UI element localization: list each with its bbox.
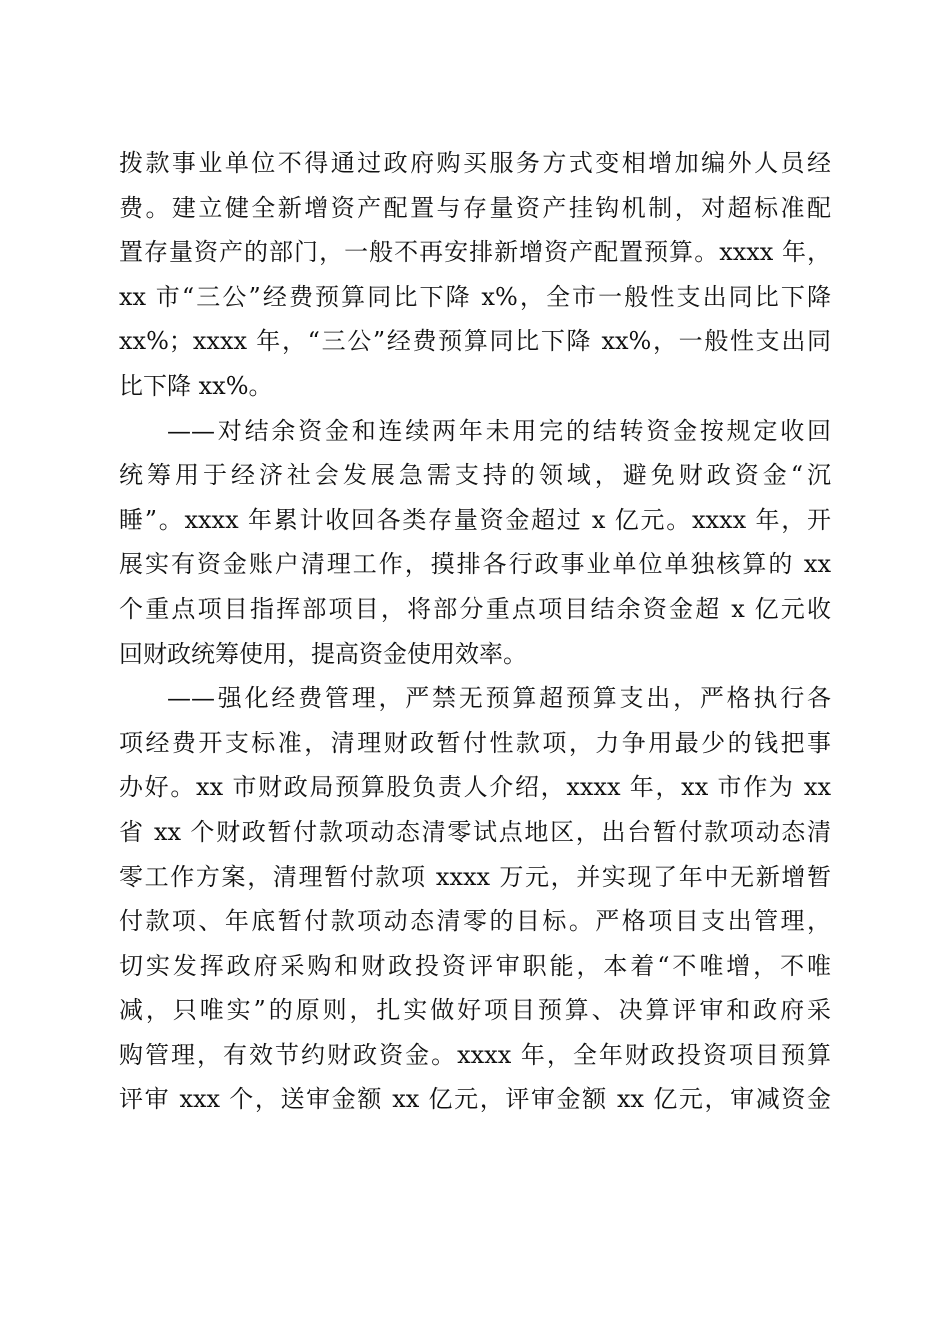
text-line: 个重点项目指挥部项目，将部分重点项目结余资金超 x 亿元收 [119,594,831,623]
paragraph-1 [119,141,831,409]
text-line: 拨款事业单位不得通过政府购买服务方式变相增加编外人员经 [119,149,831,177]
text-line: 评审 xxx 个，送审金额 xx 亿元，评审金额 xx 亿元，审减资金 [119,1085,831,1114]
text-line: 统筹用于经济社会发展急需支持的领域，避免财政资金“沉 [119,461,831,490]
text-line: 办好。xx 市财政局预算股负责人介绍，xxxx 年，xx 市作为 xx [119,773,831,802]
text-line: 零工作方案，清理暂付款项 xxxx 万元，并实现了年中无新增暂 [119,862,831,891]
text-line: 购管理，有效节约财政资金。xxxx 年，全年财政投资项目预算 [119,1040,831,1069]
text-line: ——强化经费管理，严禁无预算超预算支出，严格执行各 [167,684,831,713]
document-body [119,141,831,1122]
text-line: 项经费开支标准，清理财政暂付性款项，力争用最少的钱把事 [119,728,831,757]
text-line: 付款项、年底暂付款项动态清零的目标。严格项目支出管理， [119,907,831,936]
paragraph-3 [119,676,831,1122]
text-line: 费。建立健全新增资产配置与存量资产挂钩机制，对超标准配 [119,193,831,222]
text-line: 切实发挥政府采购和财政投资评审职能，本着“不唯增，不唯 [119,951,831,980]
text-line: xx%；xxxx 年，“三公”经费预算同比下降 xx%，一般性支出同 [119,327,831,356]
text-line: xx 市“三公”经费预算同比下降 x%，全市一般性支出同比下降 [119,282,831,311]
text-line: ——对结余资金和连续两年未用完的结转资金按规定收回 [167,416,831,445]
text-line: 减，只唯实”的原则，扎实做好项目预算、决算评审和政府采 [119,996,831,1025]
text-line: 置存量资产的部门，一般不再安排新增资产配置预算。xxxx 年， [119,238,831,267]
text-line: 省 xx 个财政暂付款项动态清零试点地区，出台暂付款项动态清 [119,817,831,846]
text-line: 比下降 xx%。 [119,371,273,400]
text-line: 睡”。xxxx 年累计收回各类存量资金超过 x 亿元。xxxx 年，开 [119,505,831,534]
text-line: 回财政统筹使用，提高资金使用效率。 [119,639,527,668]
text-line: 展实有资金账户清理工作，摸排各行政事业单位单独核算的 xx [119,550,831,579]
paragraph-2 [119,409,831,677]
